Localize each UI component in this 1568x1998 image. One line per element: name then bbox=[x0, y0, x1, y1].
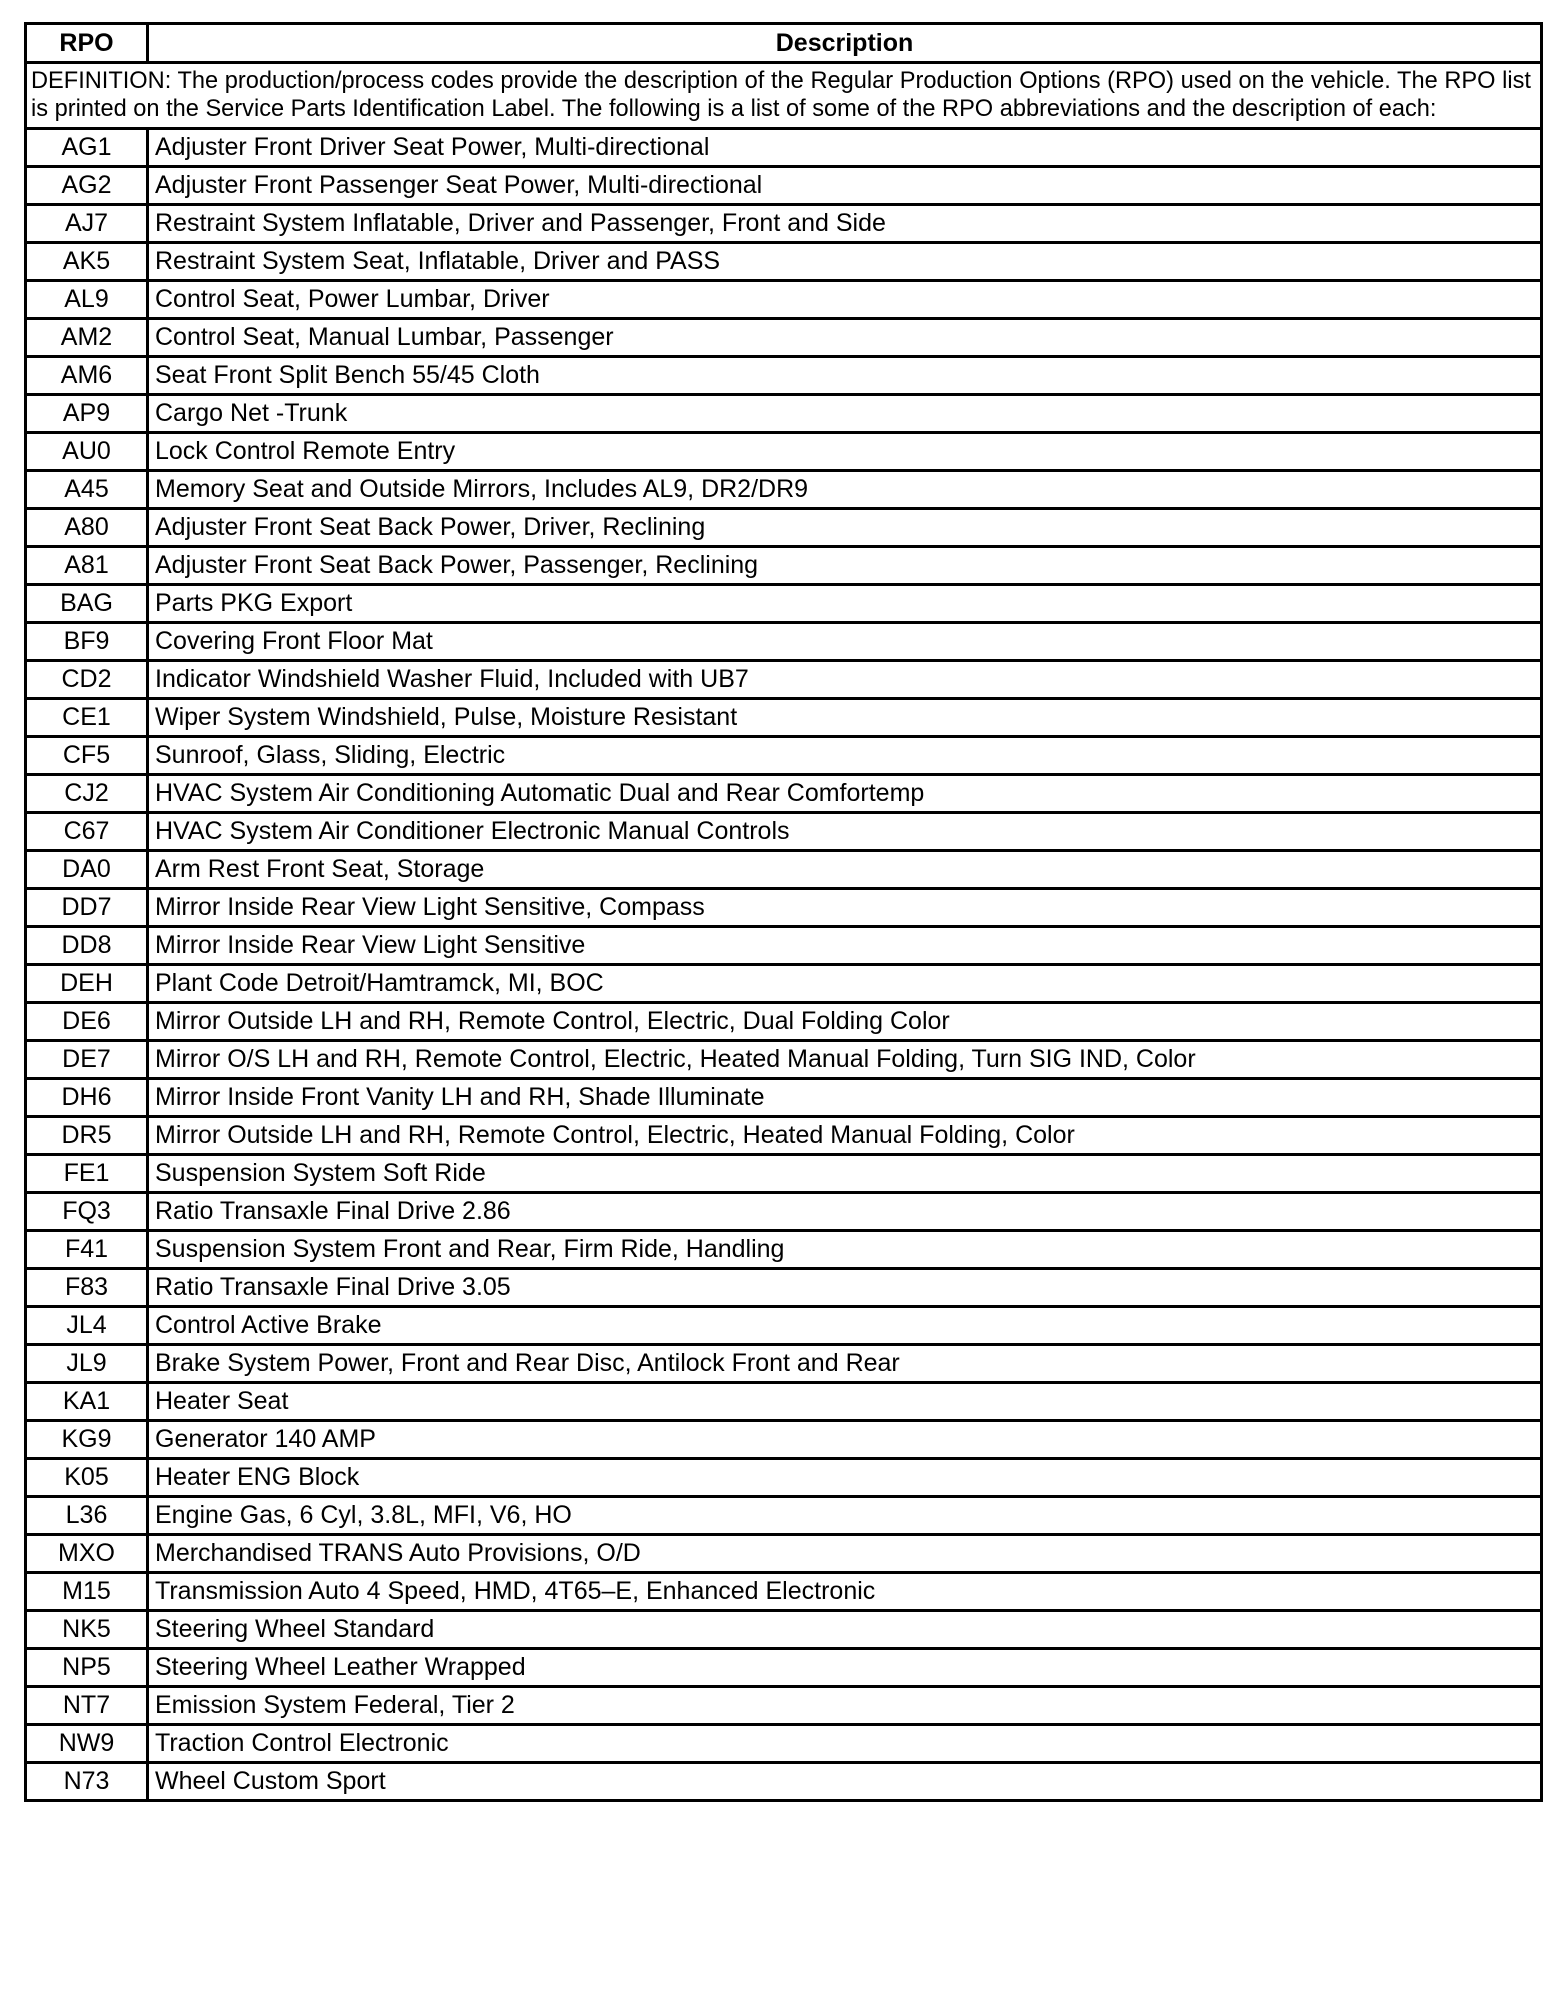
header-rpo: RPO bbox=[26, 24, 148, 63]
table-row bbox=[26, 1725, 1542, 1763]
table-row bbox=[26, 1155, 1542, 1193]
table-row bbox=[26, 889, 1542, 927]
rpo-description: Heater ENG Block bbox=[148, 1459, 1542, 1497]
rpo-code: N73 bbox=[26, 1763, 148, 1801]
table-row bbox=[26, 1421, 1542, 1459]
table-row bbox=[26, 167, 1542, 205]
table-row bbox=[26, 395, 1542, 433]
rpo-code: NK5 bbox=[26, 1611, 148, 1649]
table-row bbox=[26, 813, 1542, 851]
rpo-code: AM2 bbox=[26, 319, 148, 357]
table-row bbox=[26, 737, 1542, 775]
rpo-code: K05 bbox=[26, 1459, 148, 1497]
rpo-description: Mirror Inside Rear View Light Sensitive, Compass bbox=[148, 889, 1542, 927]
rpo-code: CF5 bbox=[26, 737, 148, 775]
table-row bbox=[26, 623, 1542, 661]
table-row bbox=[26, 1117, 1542, 1155]
rpo-description: Emission System Federal, Tier 2 bbox=[148, 1687, 1542, 1725]
table-row bbox=[26, 547, 1542, 585]
rpo-description: Restraint System Inflatable, Driver and Passenger, Front and Side bbox=[148, 205, 1542, 243]
rpo-description: Control Seat, Manual Lumbar, Passenger bbox=[148, 319, 1542, 357]
table-row bbox=[26, 319, 1542, 357]
rpo-description: HVAC System Air Conditioning Automatic Dual and Rear Comfortemp bbox=[148, 775, 1542, 813]
rpo-description: Seat Front Split Bench 55/45 Cloth bbox=[148, 357, 1542, 395]
rpo-description: Adjuster Front Seat Back Power, Driver, Reclining bbox=[148, 509, 1542, 547]
table-row bbox=[26, 1763, 1542, 1801]
rpo-description: Adjuster Front Driver Seat Power, Multi-directional bbox=[148, 129, 1542, 167]
rpo-code: AG1 bbox=[26, 129, 148, 167]
header-description: Description bbox=[148, 24, 1542, 63]
rpo-code: DD7 bbox=[26, 889, 148, 927]
rpo-code: MXO bbox=[26, 1535, 148, 1573]
table-header-row bbox=[26, 24, 1542, 63]
table-row bbox=[26, 927, 1542, 965]
rpo-description: Wiper System Windshield, Pulse, Moisture Resistant bbox=[148, 699, 1542, 737]
rpo-description: Suspension System Soft Ride bbox=[148, 1155, 1542, 1193]
table-row bbox=[26, 205, 1542, 243]
table-row bbox=[26, 1687, 1542, 1725]
rpo-description: Sunroof, Glass, Sliding, Electric bbox=[148, 737, 1542, 775]
rpo-description: Lock Control Remote Entry bbox=[148, 433, 1542, 471]
rpo-code: A81 bbox=[26, 547, 148, 585]
rpo-code: F83 bbox=[26, 1269, 148, 1307]
rpo-description: Generator 140 AMP bbox=[148, 1421, 1542, 1459]
table-row bbox=[26, 1649, 1542, 1687]
table-row bbox=[26, 129, 1542, 167]
rpo-code: AP9 bbox=[26, 395, 148, 433]
rpo-description: Transmission Auto 4 Speed, HMD, 4T65–E, Enhanced Electronic bbox=[148, 1573, 1542, 1611]
rpo-description: Steering Wheel Leather Wrapped bbox=[148, 1649, 1542, 1687]
rpo-description: Cargo Net -Trunk bbox=[148, 395, 1542, 433]
rpo-code: L36 bbox=[26, 1497, 148, 1535]
rpo-code: CJ2 bbox=[26, 775, 148, 813]
table-row bbox=[26, 1231, 1542, 1269]
rpo-description: HVAC System Air Conditioner Electronic Manual Controls bbox=[148, 813, 1542, 851]
table-row bbox=[26, 1041, 1542, 1079]
rpo-code: CE1 bbox=[26, 699, 148, 737]
rpo-code: BAG bbox=[26, 585, 148, 623]
rpo-code: DE6 bbox=[26, 1003, 148, 1041]
rpo-description: Covering Front Floor Mat bbox=[148, 623, 1542, 661]
rpo-description: Heater Seat bbox=[148, 1383, 1542, 1421]
rpo-code: DD8 bbox=[26, 927, 148, 965]
table-row bbox=[26, 243, 1542, 281]
rpo-code: FE1 bbox=[26, 1155, 148, 1193]
table-row bbox=[26, 357, 1542, 395]
rpo-description: Plant Code Detroit/Hamtramck, MI, BOC bbox=[148, 965, 1542, 1003]
rpo-description: Ratio Transaxle Final Drive 3.05 bbox=[148, 1269, 1542, 1307]
rpo-description: Adjuster Front Passenger Seat Power, Multi-directional bbox=[148, 167, 1542, 205]
rpo-description: Indicator Windshield Washer Fluid, Included with UB7 bbox=[148, 661, 1542, 699]
rpo-code: AK5 bbox=[26, 243, 148, 281]
rpo-code: A45 bbox=[26, 471, 148, 509]
rpo-table bbox=[24, 22, 1543, 1802]
table-row bbox=[26, 1003, 1542, 1041]
rpo-description: Mirror Outside LH and RH, Remote Control, Electric, Heated Manual Folding, Color bbox=[148, 1117, 1542, 1155]
rpo-table-container bbox=[24, 22, 1543, 1802]
rpo-description: Adjuster Front Seat Back Power, Passenger, Reclining bbox=[148, 547, 1542, 585]
rpo-code: KA1 bbox=[26, 1383, 148, 1421]
rpo-description: Engine Gas, 6 Cyl, 3.8L, MFI, V6, HO bbox=[148, 1497, 1542, 1535]
rpo-code: FQ3 bbox=[26, 1193, 148, 1231]
rpo-description: Mirror Outside LH and RH, Remote Control, Electric, Dual Folding Color bbox=[148, 1003, 1542, 1041]
table-row bbox=[26, 471, 1542, 509]
rpo-code: M15 bbox=[26, 1573, 148, 1611]
rpo-code: AJ7 bbox=[26, 205, 148, 243]
table-row bbox=[26, 1193, 1542, 1231]
rpo-code: DA0 bbox=[26, 851, 148, 889]
table-row bbox=[26, 851, 1542, 889]
rpo-code: C67 bbox=[26, 813, 148, 851]
rpo-code: DH6 bbox=[26, 1079, 148, 1117]
rpo-code: NW9 bbox=[26, 1725, 148, 1763]
rpo-description: Control Seat, Power Lumbar, Driver bbox=[148, 281, 1542, 319]
rpo-code: NP5 bbox=[26, 1649, 148, 1687]
rpo-description: Mirror O/S LH and RH, Remote Control, Electric, Heated Manual Folding, Turn SIG IND, Color bbox=[148, 1041, 1542, 1079]
rpo-code: AG2 bbox=[26, 167, 148, 205]
table-row bbox=[26, 509, 1542, 547]
rpo-code: DR5 bbox=[26, 1117, 148, 1155]
rpo-code: NT7 bbox=[26, 1687, 148, 1725]
rpo-description: Parts PKG Export bbox=[148, 585, 1542, 623]
rpo-code: AM6 bbox=[26, 357, 148, 395]
table-row bbox=[26, 699, 1542, 737]
table-row bbox=[26, 1307, 1542, 1345]
rpo-code: AL9 bbox=[26, 281, 148, 319]
table-row bbox=[26, 1535, 1542, 1573]
table-row bbox=[26, 1611, 1542, 1649]
rpo-description: Arm Rest Front Seat, Storage bbox=[148, 851, 1542, 889]
rpo-description: Mirror Inside Rear View Light Sensitive bbox=[148, 927, 1542, 965]
rpo-code: DE7 bbox=[26, 1041, 148, 1079]
rpo-code: CD2 bbox=[26, 661, 148, 699]
table-row bbox=[26, 1459, 1542, 1497]
rpo-code: BF9 bbox=[26, 623, 148, 661]
rpo-code: DEH bbox=[26, 965, 148, 1003]
table-row bbox=[26, 1383, 1542, 1421]
rpo-code: JL4 bbox=[26, 1307, 148, 1345]
table-body bbox=[26, 63, 1542, 1801]
rpo-code: JL9 bbox=[26, 1345, 148, 1383]
rpo-description: Brake System Power, Front and Rear Disc, Antilock Front and Rear bbox=[148, 1345, 1542, 1383]
table-row bbox=[26, 281, 1542, 319]
table-row bbox=[26, 1079, 1542, 1117]
rpo-description: Restraint System Seat, Inflatable, Driver and PASS bbox=[148, 243, 1542, 281]
definition-row bbox=[26, 63, 1542, 129]
rpo-description: Mirror Inside Front Vanity LH and RH, Shade Illuminate bbox=[148, 1079, 1542, 1117]
rpo-description: Memory Seat and Outside Mirrors, Includes AL9, DR2/DR9 bbox=[148, 471, 1542, 509]
table-row bbox=[26, 1573, 1542, 1611]
table-row bbox=[26, 1345, 1542, 1383]
rpo-description: Suspension System Front and Rear, Firm Ride, Handling bbox=[148, 1231, 1542, 1269]
table-row bbox=[26, 775, 1542, 813]
rpo-description: Traction Control Electronic bbox=[148, 1725, 1542, 1763]
rpo-code: F41 bbox=[26, 1231, 148, 1269]
table-row bbox=[26, 585, 1542, 623]
rpo-description: Steering Wheel Standard bbox=[148, 1611, 1542, 1649]
definition-text: DEFINITION: The production/process codes provide the description of the Regular Production Options (RPO) used on the vehicle. The RPO list is printed on the Service Parts Identification Label. The following is a list of some of the RPO abbreviations and the description of each: bbox=[26, 63, 1542, 129]
rpo-description: Wheel Custom Sport bbox=[148, 1763, 1542, 1801]
rpo-description: Control Active Brake bbox=[148, 1307, 1542, 1345]
rpo-code: A80 bbox=[26, 509, 148, 547]
rpo-description: Ratio Transaxle Final Drive 2.86 bbox=[148, 1193, 1542, 1231]
table-row bbox=[26, 1269, 1542, 1307]
rpo-code: AU0 bbox=[26, 433, 148, 471]
rpo-description: Merchandised TRANS Auto Provisions, O/D bbox=[148, 1535, 1542, 1573]
table-row bbox=[26, 433, 1542, 471]
rpo-code: KG9 bbox=[26, 1421, 148, 1459]
table-row bbox=[26, 661, 1542, 699]
table-row bbox=[26, 1497, 1542, 1535]
table-row bbox=[26, 965, 1542, 1003]
